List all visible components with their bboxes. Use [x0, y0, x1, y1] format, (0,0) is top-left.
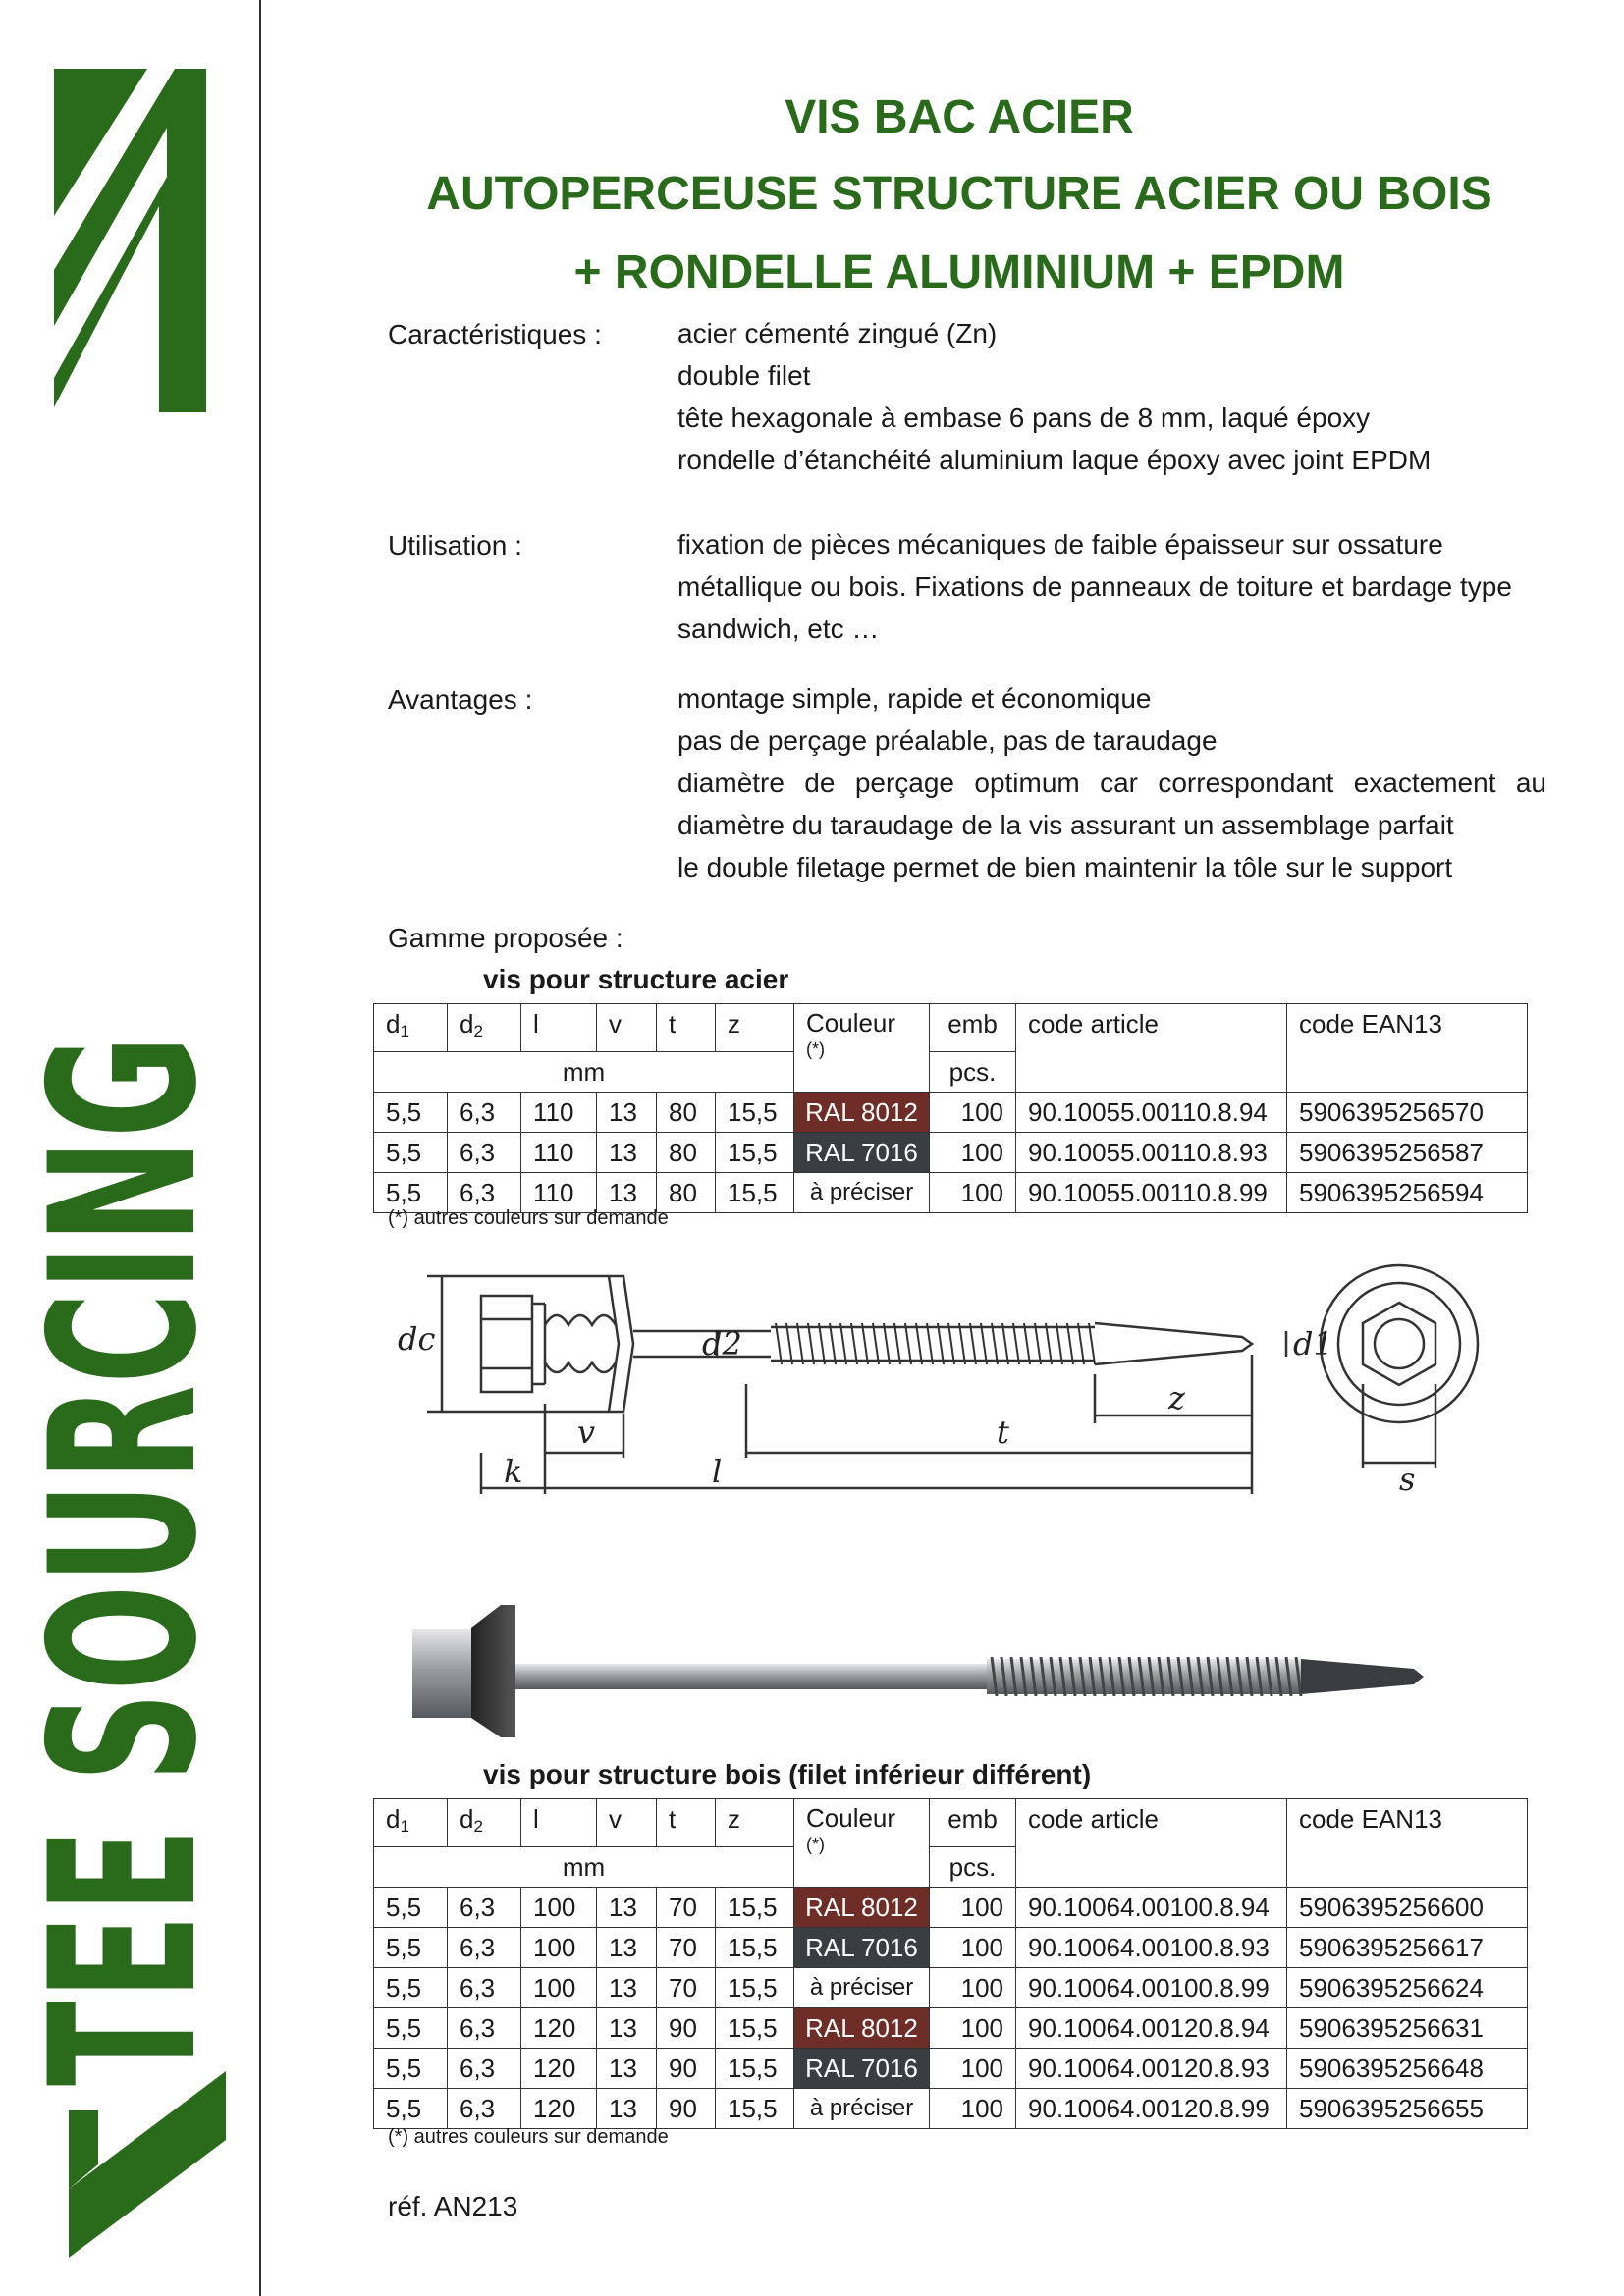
cell-code-ean: 5906395256600	[1287, 1888, 1528, 1928]
characteristics-list	[677, 312, 1546, 481]
cell-d2: 6,3	[448, 1928, 521, 1968]
cell-z: 15,5	[716, 2049, 794, 2089]
cell-emb: 100	[930, 1173, 1016, 1213]
cell-code-ean: 5906395256624	[1287, 1968, 1528, 2008]
cell-d2: 6,3	[448, 2008, 521, 2049]
cell-l: 110	[521, 1093, 597, 1133]
cell-t: 90	[657, 2049, 716, 2089]
cell-d1: 5,5	[374, 2089, 448, 2129]
cell-l: 100	[521, 1928, 597, 1968]
cell-v: 13	[597, 1928, 657, 1968]
cell-z: 15,5	[716, 1133, 794, 1173]
cell-d1: 5,5	[374, 1968, 448, 2008]
advantage-item: pas de perçage préalable, pas de taraudage	[677, 725, 1218, 756]
table-row	[374, 2049, 1528, 2089]
cell-color: à préciser	[794, 1968, 930, 2008]
cell-t: 80	[657, 1093, 716, 1133]
advantage-item: le double filetage permet de bien maintenir la tôle sur le support	[677, 852, 1453, 882]
characteristic-item: rondelle d’étanchéité aluminium laque époxy avec joint EPDM	[677, 445, 1432, 475]
document-reference: réf. AN213	[388, 2191, 518, 2221]
header-code-ean: code EAN13	[1287, 1799, 1528, 1888]
table-row	[374, 2089, 1528, 2129]
cell-code-article: 90.10064.00120.8.93	[1016, 2049, 1287, 2089]
header-z: z	[716, 1799, 794, 1847]
header-unit-mm: mm	[374, 1052, 794, 1093]
cell-d2: 6,3	[448, 1173, 521, 1213]
label-s: s	[1399, 1461, 1416, 1498]
cell-d2: 6,3	[448, 1888, 521, 1928]
header-z: z	[716, 1004, 794, 1052]
cell-t: 70	[657, 1928, 716, 1968]
cell-z: 15,5	[716, 1173, 794, 1213]
cell-color: à préciser	[794, 2089, 930, 2129]
cell-z: 15,5	[716, 1888, 794, 1928]
cell-l: 110	[521, 1173, 597, 1213]
cell-v: 13	[597, 2049, 657, 2089]
label-t: t	[997, 1414, 1009, 1451]
cell-z: 15,5	[716, 1928, 794, 1968]
steel-spec-table	[373, 1003, 1528, 1213]
cell-emb: 100	[930, 1093, 1016, 1133]
cell-code-ean: 5906395256594	[1287, 1173, 1528, 1213]
usage-label: Utilisation :	[388, 530, 522, 561]
cell-z: 15,5	[716, 2089, 794, 2129]
characteristic-item: double filet	[677, 360, 811, 391]
label-dc: dc	[398, 1320, 436, 1358]
cell-v: 13	[597, 1133, 657, 1173]
cell-d1: 5,5	[374, 2008, 448, 2049]
header-d2: $d_2$	[448, 1799, 521, 1847]
wood-spec-table	[373, 1798, 1528, 2129]
cell-d2: 6,3	[448, 2089, 521, 2129]
cell-t: 80	[657, 1173, 716, 1213]
sidebar-divider	[259, 0, 261, 2296]
brand-wordmark	[8, 1034, 242, 2258]
label-v: v	[577, 1414, 596, 1451]
header-emb: emb	[930, 1004, 1016, 1052]
header-d1: $d_1$	[374, 1799, 448, 1847]
cell-d1: 5,5	[374, 2049, 448, 2089]
cell-code-ean: 5906395256587	[1287, 1133, 1528, 1173]
label-z: z	[1168, 1379, 1185, 1416]
usage-list	[677, 523, 1546, 650]
table-row	[374, 1968, 1528, 2008]
cell-emb: 100	[930, 1888, 1016, 1928]
advantage-item: diamètre de perçage optimum car correspondant exactement au	[677, 768, 1546, 798]
advantages-list	[677, 677, 1546, 888]
cell-code-ean: 5906395256655	[1287, 2089, 1528, 2129]
header-v: v	[597, 1004, 657, 1052]
header-v: v	[597, 1799, 657, 1847]
wood-table-note: (*) autres couleurs sur demande	[388, 2126, 669, 2148]
label-d2: d2	[702, 1325, 742, 1362]
cell-code-article: 90.10055.00110.8.93	[1016, 1133, 1287, 1173]
cell-v: 13	[597, 2089, 657, 2129]
label-l: l	[712, 1453, 723, 1490]
cell-code-article: 90.10064.00120.8.94	[1016, 2008, 1287, 2049]
header-couleur: Couleur (*)	[794, 1799, 930, 1888]
table-row	[374, 1928, 1528, 1968]
table-row	[374, 1093, 1528, 1133]
cell-z: 15,5	[716, 2008, 794, 2049]
advantage-item: montage simple, rapide et économique	[677, 683, 1152, 714]
header-code-article: code article	[1016, 1004, 1287, 1093]
cell-t: 80	[657, 1133, 716, 1173]
cell-d2: 6,3	[448, 1968, 521, 2008]
cell-code-ean: 5906395256648	[1287, 2049, 1528, 2089]
cell-l: 110	[521, 1133, 597, 1173]
cell-code-ean: 5906395256617	[1287, 1928, 1528, 1968]
cell-d2: 6,3	[448, 1093, 521, 1133]
cell-emb: 100	[930, 2008, 1016, 2049]
header-emb-unit: pcs.	[930, 1847, 1016, 1888]
cell-v: 13	[597, 1093, 657, 1133]
screw-technical-drawing	[388, 1247, 1488, 1512]
cell-v: 13	[597, 1173, 657, 1213]
cell-color: à préciser	[794, 1173, 930, 1213]
cell-code-ean: 5906395256631	[1287, 2008, 1528, 2049]
cell-code-article: 90.10064.00100.8.93	[1016, 1928, 1287, 1968]
table-row	[374, 2008, 1528, 2049]
cell-code-article: 90.10055.00110.8.94	[1016, 1093, 1287, 1133]
label-k: k	[504, 1453, 523, 1490]
cell-t: 90	[657, 2089, 716, 2129]
cell-l: 120	[521, 2089, 597, 2129]
wood-heading: vis pour structure bois (filet inférieur différent)	[483, 1759, 1092, 1789]
header-emb: emb	[930, 1799, 1016, 1847]
cell-v: 13	[597, 1888, 657, 1928]
header-unit-mm: mm	[374, 1847, 794, 1888]
cell-v: 13	[597, 1968, 657, 2008]
header-d2: $d_2$	[448, 1004, 521, 1052]
header-l: l	[521, 1799, 597, 1847]
cell-emb: 100	[930, 1968, 1016, 2008]
cell-code-article: 90.10064.00120.8.99	[1016, 2089, 1287, 2129]
cell-d1: 5,5	[374, 1173, 448, 1213]
usage-line: métallique ou bois. Fixations de panneaux de toiture et bardage type	[677, 571, 1512, 602]
brand-logo-mark	[49, 69, 216, 422]
cell-d1: 5,5	[374, 1093, 448, 1133]
title-line-3: + RONDELLE ALUMINIUM + EPDM	[573, 246, 1345, 298]
title-line-1: VIS BAC ACIER	[785, 91, 1134, 143]
cell-emb: 100	[930, 2049, 1016, 2089]
characteristic-item: tête hexagonale à embase 6 pans de 8 mm, laqué époxy	[677, 402, 1371, 433]
cell-emb: 100	[930, 1133, 1016, 1173]
advantages-label: Avantages :	[388, 684, 533, 715]
cell-l: 120	[521, 2008, 597, 2049]
cell-color: RAL 7016	[794, 1928, 930, 1968]
cell-emb: 100	[930, 2089, 1016, 2129]
cell-d2: 6,3	[448, 2049, 521, 2089]
table-header-row	[374, 1004, 1528, 1052]
cell-z: 15,5	[716, 1968, 794, 2008]
cell-color: RAL 7016	[794, 1133, 930, 1173]
steel-heading: vis pour structure acier	[483, 964, 789, 994]
header-l: l	[521, 1004, 597, 1052]
range-label: Gamme proposée :	[388, 923, 623, 953]
cell-emb: 100	[930, 1928, 1016, 1968]
header-couleur: Couleur (*)	[794, 1004, 930, 1093]
cell-code-article: 90.10064.00100.8.94	[1016, 1888, 1287, 1928]
cell-code-article: 90.10064.00100.8.99	[1016, 1968, 1287, 2008]
advantage-item: diamètre du taraudage de la vis assurant un assemblage parfait	[677, 810, 1454, 840]
brand-name: TEE SOURCING	[8, 1034, 242, 2086]
title-line-2: AUTOPERCEUSE STRUCTURE ACIER OU BOIS	[426, 168, 1492, 220]
cell-l: 120	[521, 2049, 597, 2089]
cell-l: 100	[521, 1888, 597, 1928]
header-code-article: code article	[1016, 1799, 1287, 1888]
cell-z: 15,5	[716, 1093, 794, 1133]
cell-color: RAL 7016	[794, 2049, 930, 2089]
cell-d2: 6,3	[448, 1133, 521, 1173]
steel-table-note: (*) autres couleurs sur demande	[388, 1207, 669, 1229]
cell-code-article: 90.10055.00110.8.99	[1016, 1173, 1287, 1213]
header-t: t	[657, 1799, 716, 1847]
table-header-row	[374, 1799, 1528, 1847]
label-d1: d1	[1293, 1325, 1333, 1362]
cell-code-ean: 5906395256570	[1287, 1093, 1528, 1133]
screw-photo	[388, 1561, 1566, 1747]
cell-color: RAL 8012	[794, 1093, 930, 1133]
table-row	[374, 1133, 1528, 1173]
header-emb-unit: pcs.	[930, 1052, 1016, 1093]
cell-color: RAL 8012	[794, 1888, 930, 1928]
cell-t: 70	[657, 1968, 716, 2008]
characteristic-item: acier cémenté zingué (Zn)	[677, 318, 998, 348]
header-t: t	[657, 1004, 716, 1052]
characteristics-label: Caractéristiques :	[388, 319, 602, 349]
cell-color: RAL 8012	[794, 2008, 930, 2049]
table-row	[374, 1888, 1528, 1928]
usage-line: fixation de pièces mécaniques de faible épaisseur sur ossature	[677, 529, 1443, 560]
cell-v: 13	[597, 2008, 657, 2049]
cell-l: 100	[521, 1968, 597, 2008]
usage-line: sandwich, etc …	[677, 614, 880, 644]
cell-d1: 5,5	[374, 1928, 448, 1968]
cell-d1: 5,5	[374, 1888, 448, 1928]
header-code-ean: code EAN13	[1287, 1004, 1528, 1093]
cell-d1: 5,5	[374, 1133, 448, 1173]
header-d1: $d_1$	[374, 1004, 448, 1052]
cell-t: 70	[657, 1888, 716, 1928]
cell-t: 90	[657, 2008, 716, 2049]
